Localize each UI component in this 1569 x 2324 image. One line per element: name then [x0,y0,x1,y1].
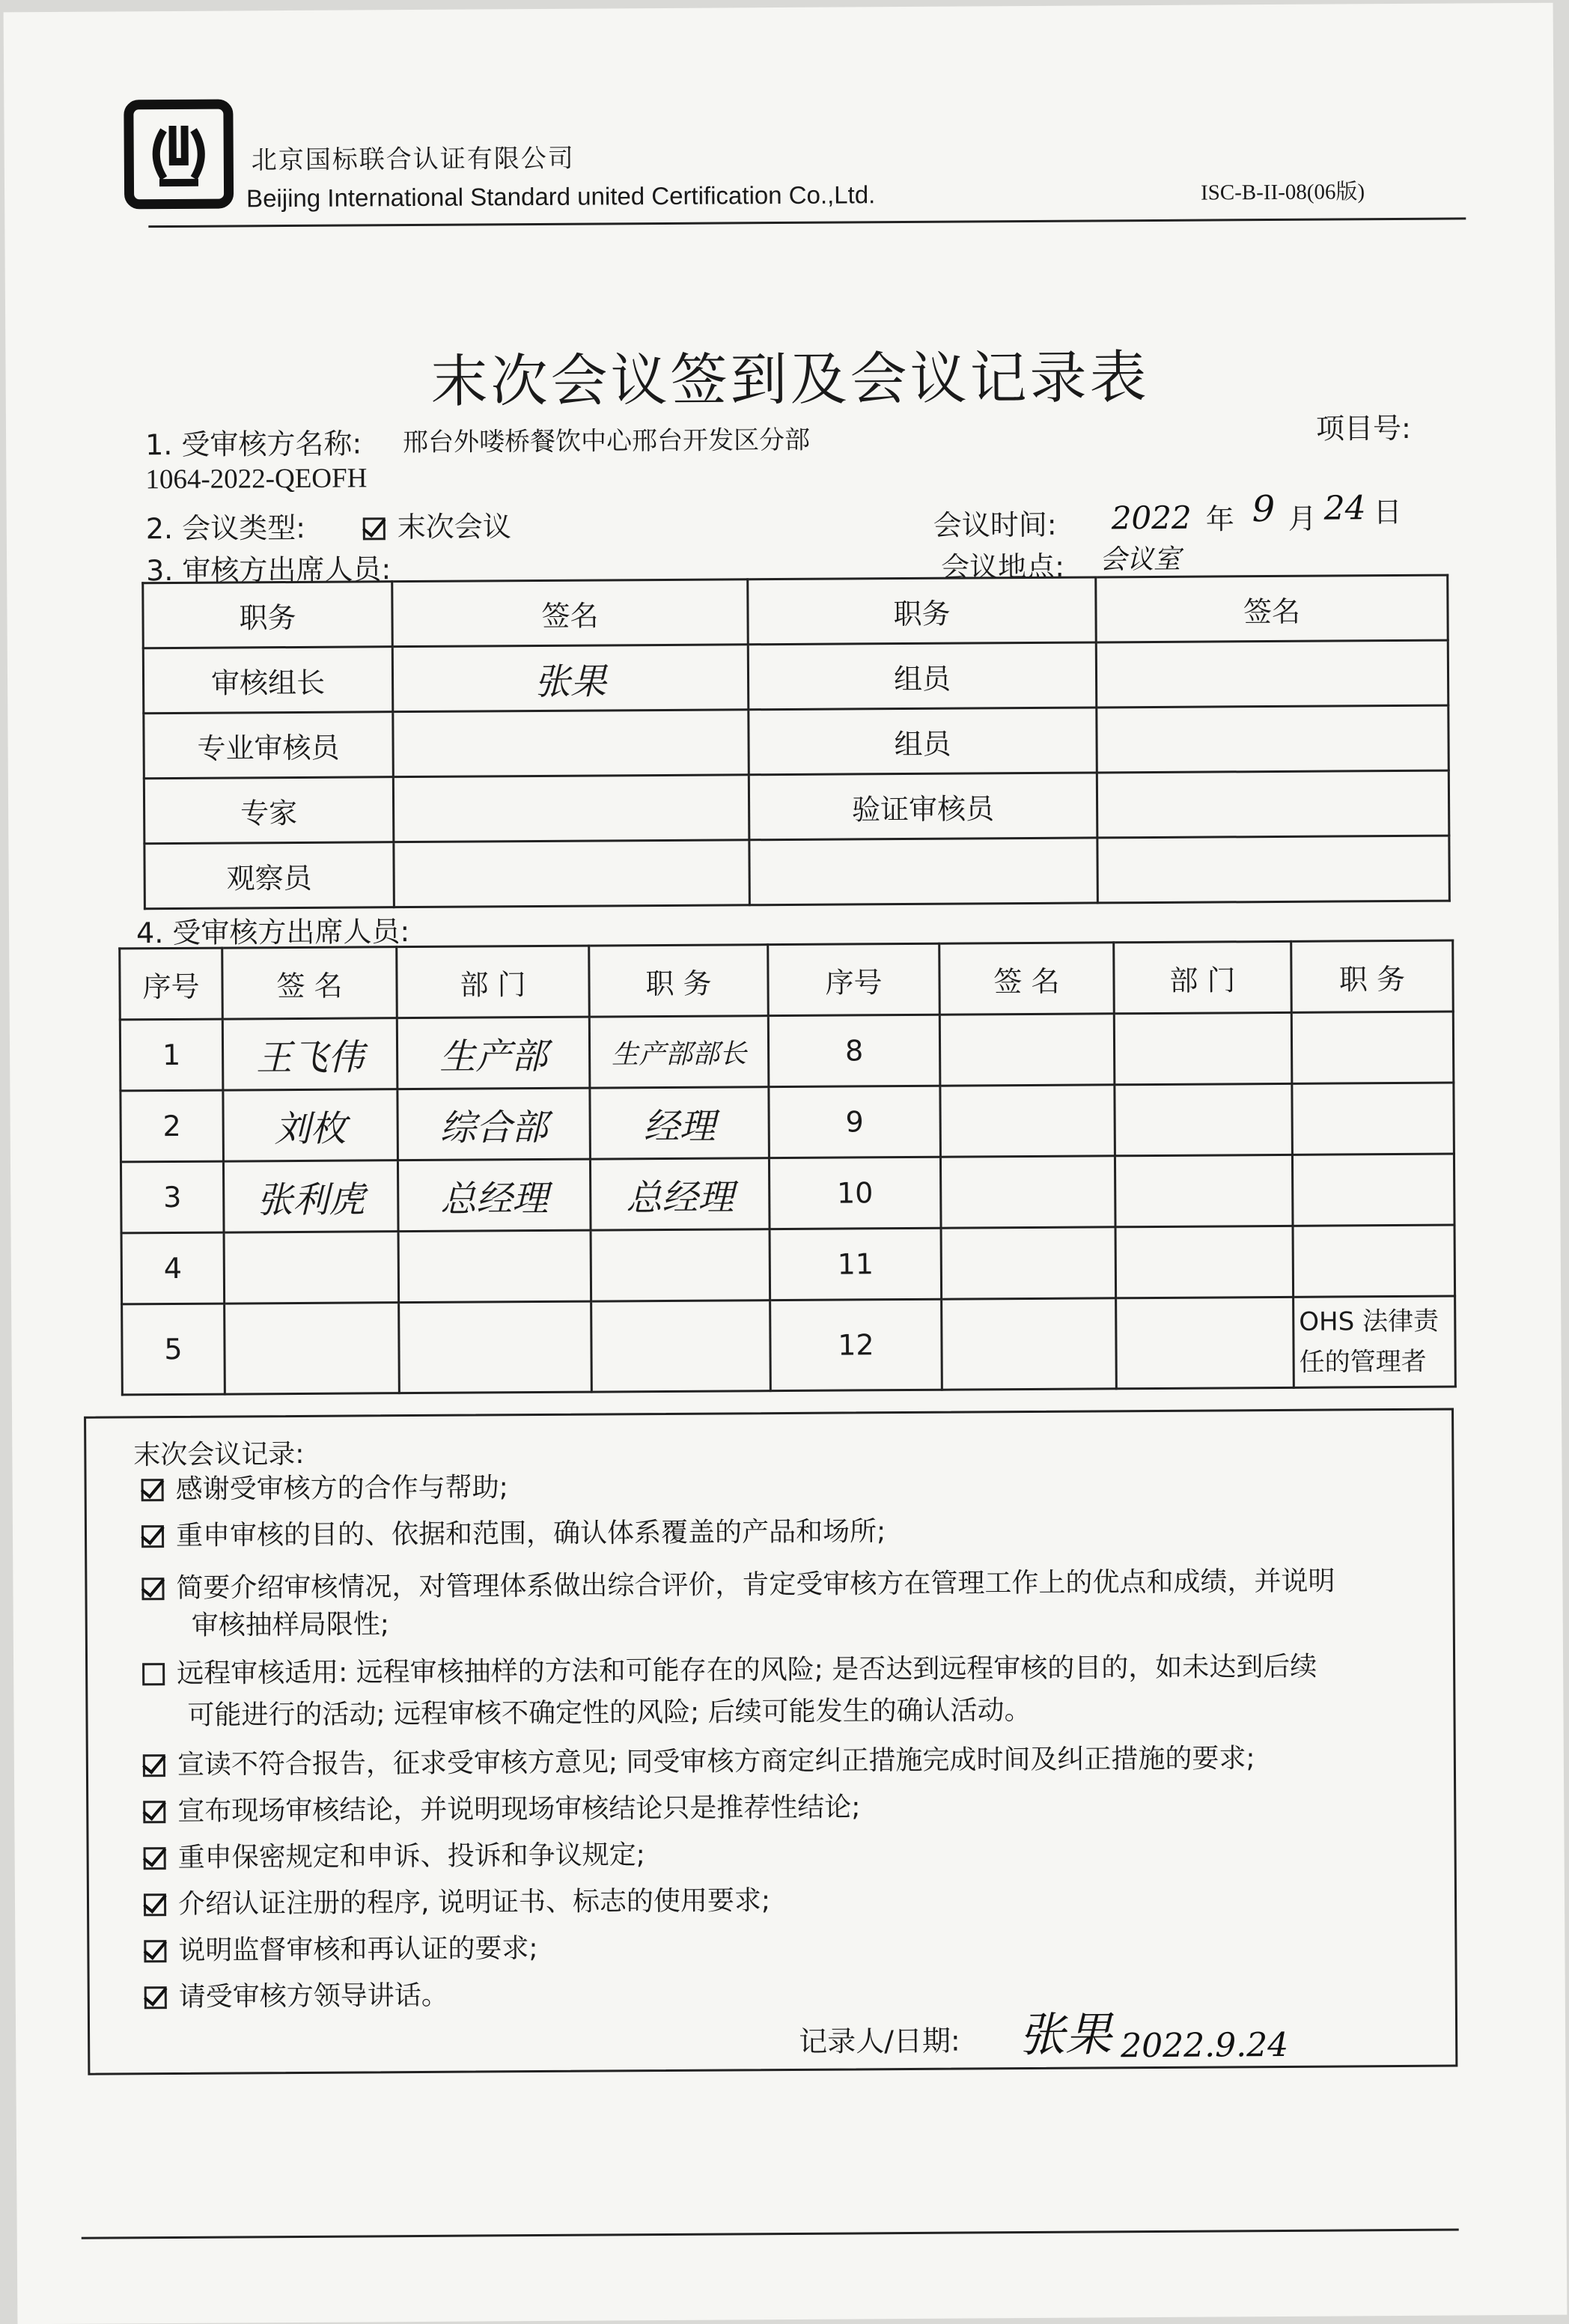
department-cell: 生产部 [397,1017,590,1089]
seq-cell: 4 [121,1232,225,1304]
signature-cell [394,840,750,907]
record-checkbox[interactable] [144,1940,166,1962]
table-row [121,1225,1455,1304]
company-name-cn: 北京国标联合认证有限公司 [251,143,575,176]
signature-cell [940,1156,1115,1228]
meeting-record-title: 末次会议记录: [133,1438,305,1471]
record-item-text: 远程审核适用: 远程审核抽样的方法和可能存在的风险; 是否达到远程审核的目的，如未达到后续 [177,1651,1317,1689]
department-cell [1115,1226,1294,1298]
position-cell [1291,1012,1454,1083]
header-cell: 签名 [392,580,749,647]
record-checkbox[interactable] [143,1754,165,1777]
seq-cell: 12 [770,1299,942,1390]
record-item-text: 重申保密规定和申诉、投诉和争议规定; [177,1840,645,1873]
record-item [141,1469,508,1509]
position-cell [1292,1154,1454,1226]
seq-cell: 2 [121,1090,224,1162]
position-cell [591,1229,770,1301]
table-header-row [120,940,1454,1020]
record-item [143,1740,1255,1784]
signature-cell: 刘枚 [223,1089,398,1161]
department-cell: 总经理 [397,1159,591,1232]
month-label: 月 [1288,502,1317,535]
signature-cell [1096,640,1448,708]
signature-cell [1097,705,1449,773]
header-cell: 签名 [1096,575,1448,642]
document-number: ISC-B-II-08(06版) [1200,180,1365,205]
table-header-row [143,575,1448,648]
header-divider [148,217,1466,228]
department-cell [1116,1297,1294,1388]
role-cell: 审核组长 [143,647,393,714]
form-title: 末次会议签到及会议记录表 [430,344,1150,415]
meeting-day: 24 [1323,489,1366,528]
project-number: 1064-2022-QEOFH [145,463,368,496]
position-cell [591,1301,771,1392]
record-item [144,1882,770,1923]
seq-cell: 9 [769,1086,941,1158]
meeting-place: 会议室 [1099,544,1181,576]
header-cell: 签 名 [222,947,397,1019]
record-item-text: 宣布现场审核结论，并说明现场审核结论只是推荐性结论; [177,1792,861,1827]
header-cell: 部 门 [1114,941,1292,1013]
record-checkbox[interactable] [144,1986,167,2009]
project-label: 项目号: [1315,411,1411,445]
meeting-place-label: 会议地点: [941,550,1065,584]
record-item [144,1977,448,2016]
record-item-continuation: 可能进行的活动; 远程审核不确定性的风险; 后续可能发生的确认活动。 [187,1695,1032,1731]
department-cell [1115,1083,1293,1155]
department-cell: 综合部 [397,1088,591,1161]
header-cell: 职务 [143,582,393,648]
record-checkbox[interactable] [141,1525,164,1548]
record-item [141,1513,886,1555]
record-checkbox[interactable] [143,1801,165,1823]
record-item-text: 简要介绍审核情况，对管理体系做出综合评价，肯定受审核方在管理工作上的优点和成绩，并说明 [176,1566,1335,1604]
recorder-label: 记录人/日期: [799,2024,960,2058]
signature-cell [942,1298,1117,1390]
meeting-year: 2022 [1111,499,1192,537]
seq-cell: 10 [769,1157,941,1229]
recorder-signature: 张果 [1018,2007,1112,2063]
record-item-text: 宣读不符合报告，征求受审核方意见; 同受审核方商定纠正措施完成时间及纠正措施的要求; [177,1743,1255,1780]
record-item [144,1930,537,1970]
position-cell: 生产部部长 [589,1016,769,1088]
department-cell [398,1230,591,1303]
auditee-attendance-table [118,940,1457,1396]
signature-cell [1097,770,1449,838]
record-item-text: 感谢受审核方的合作与帮助; [175,1472,508,1505]
header-cell: 职 务 [1291,940,1454,1012]
auditee-label: 1. 受审核方名称: [144,427,362,462]
record-item-text: 重申审核的目的、依据和范围，确认体系覆盖的产品和场所; [175,1516,886,1551]
record-item-text: 介绍认证注册的程序, 说明证书、标志的使用要求; [177,1885,771,1920]
table-row [122,1296,1456,1395]
table-row [121,1083,1454,1162]
record-item-text: 说明监督审核和再认证的要求; [178,1933,538,1966]
signature-cell: 张利虎 [223,1161,398,1232]
company-name-en: Beijing International Standard united Certification Co.,Ltd. [246,180,876,213]
signature-cell [393,775,749,842]
record-item [144,1837,645,1877]
signature-cell [939,1014,1115,1086]
record-checkbox[interactable] [142,1663,165,1685]
meeting-type-checkbox[interactable] [363,517,386,540]
department-cell [1115,1155,1293,1226]
role-cell [749,838,1098,905]
signature-cell: 张果 [392,645,749,712]
signature-cell [224,1232,399,1304]
department-cell [1114,1012,1292,1084]
role-cell: 观察员 [144,842,394,909]
seq-cell: 3 [121,1161,224,1233]
day-label: 日 [1373,495,1402,529]
meeting-month: 9 [1252,487,1276,531]
meeting-type [363,503,511,545]
position-cell: 总经理 [590,1158,770,1230]
auditee-attendees-label: 4. 受审核方出席人员: [135,915,410,950]
position-cell [1293,1225,1455,1297]
seq-cell: 1 [120,1019,223,1091]
position-cell [1292,1083,1454,1155]
signature-cell [941,1227,1116,1299]
record-item-continuation: 审核抽样局限性; [191,1609,390,1641]
signature-cell [225,1303,400,1394]
signature-cell [1097,836,1450,903]
header-cell: 职务 [748,577,1097,645]
role-cell: 验证审核员 [749,773,1097,840]
table-row [144,705,1448,779]
table-row [143,640,1448,714]
recorder-date: 2022.9.24 [1121,2025,1289,2066]
meeting-type-value: 末次会议 [397,510,511,544]
record-item [141,1563,1335,1608]
header-cell: 签 名 [939,943,1115,1015]
header-cell: 序号 [768,943,940,1015]
position-cell: OHS 法律责任的管理者 [1294,1296,1456,1387]
year-label: 年 [1205,502,1234,536]
record-checkbox[interactable] [144,1893,166,1916]
record-item-text: 请受审核方领导讲话。 [178,1980,448,2013]
position-cell: 经理 [590,1087,770,1159]
auditee-name: 邢台外喽桥餐饮中心邢台开发区分部 [402,425,811,458]
meeting-type-label: 2. 会议类型: [145,511,306,546]
auditor-attendance-table [141,574,1451,910]
record-checkbox[interactable] [141,1578,164,1600]
record-item [142,1649,1317,1694]
header-cell: 序号 [120,948,223,1020]
record-item [143,1789,860,1831]
signature-cell [940,1085,1115,1157]
department-cell [399,1301,592,1393]
seq-cell: 5 [122,1304,225,1395]
company-logo-icon [124,99,234,209]
table-row [144,836,1449,909]
role-cell: 组员 [748,642,1097,710]
role-cell: 专家 [144,777,394,844]
footer-divider [82,2229,1459,2239]
meeting-time-label: 会议时间: [933,508,1057,542]
signature-cell [393,710,749,777]
table-row [120,1012,1454,1091]
table-row [121,1154,1454,1233]
paper-sheet [4,3,1568,2324]
role-cell: 组员 [749,708,1097,775]
seq-cell: 11 [770,1228,942,1300]
auditor-attendees-label: 3. 审核方出席人员: [146,553,392,588]
header-cell: 职 务 [589,945,769,1017]
header-cell: 部 门 [397,946,590,1018]
signature-cell: 王飞伟 [222,1018,397,1090]
seq-cell: 8 [768,1015,940,1086]
role-cell: 专业审核员 [144,712,394,779]
record-checkbox[interactable] [144,1847,166,1870]
record-checkbox[interactable] [141,1479,164,1501]
table-row [144,770,1448,844]
